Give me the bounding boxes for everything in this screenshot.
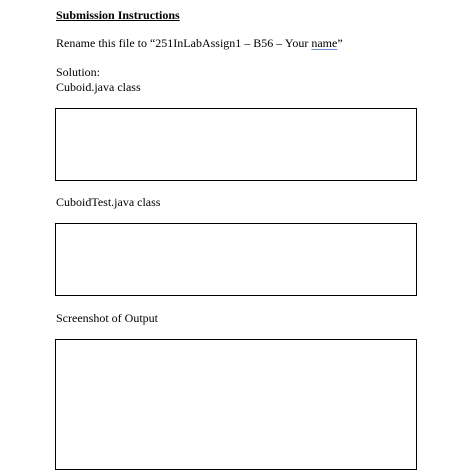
output-screenshot-answer-box[interactable] — [55, 339, 417, 470]
cuboidtest-class-label: CuboidTest.java class — [56, 195, 161, 209]
rename-instruction — [56, 36, 343, 50]
rename-instruction-suffix: ” — [337, 36, 343, 50]
submission-instructions-heading: Submission Instructions — [56, 8, 180, 22]
cuboid-class-answer-box[interactable] — [55, 108, 417, 181]
output-screenshot-label: Screenshot of Output — [56, 311, 158, 325]
rename-instruction-name: name — [311, 36, 338, 50]
rename-instruction-prefix: Rename this file to “251InLabAssign1 – B56 – Your — [56, 36, 312, 50]
cuboidtest-class-answer-box[interactable] — [55, 223, 417, 296]
solution-label: Solution: — [56, 65, 101, 79]
cuboid-class-label: Cuboid.java class — [56, 80, 141, 94]
